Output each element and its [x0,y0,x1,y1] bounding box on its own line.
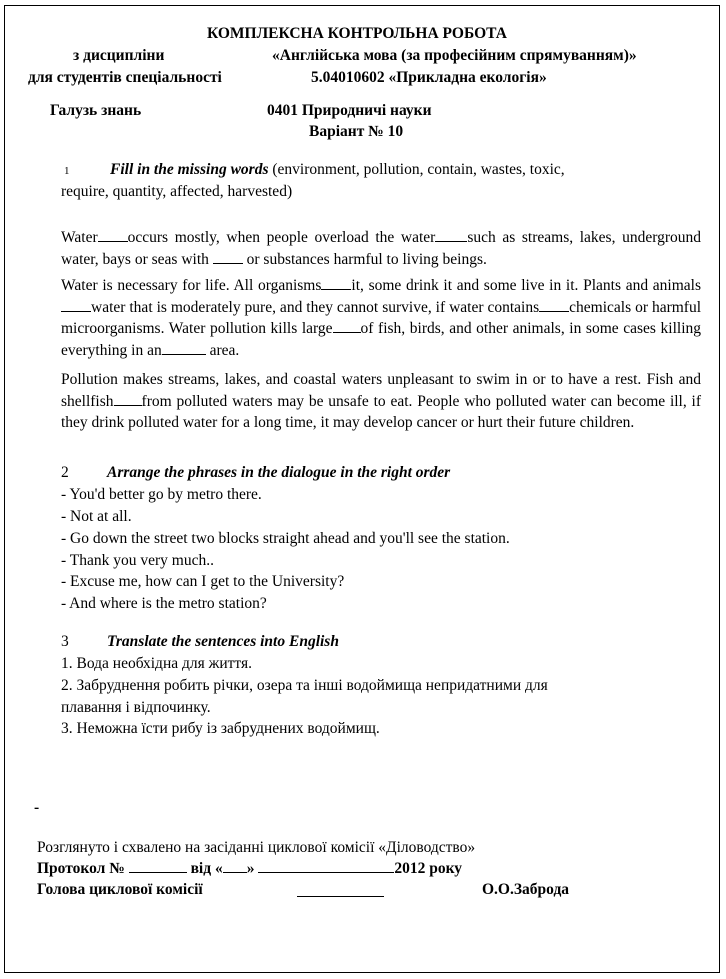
protocol-day-blank [223,858,247,873]
signature-blank [297,882,384,897]
p2-text: fish, birds, and other animals, in some cases killing everything in an [61,320,702,359]
p2-text: Water is necessary for life. All organisms [61,277,322,294]
task1-paragraph-3 [61,369,701,434]
students-label: для студентів спеціальності [28,69,222,86]
protocol-line [37,858,462,879]
p2-text: area. [205,341,240,359]
field-value: 0401 Природничі науки [267,102,432,119]
discipline-label: з дисципліни [73,47,165,64]
students-value: 5.04010602 «Прикладна екологія» [311,69,547,86]
p1-text: such as streams, lakes, [467,229,616,246]
task1-heading [61,159,565,182]
translate-sentence: плавання і відпочинку. [61,699,211,716]
answer-blank [114,391,142,406]
translate-sentence: 1. Вода необхідна для життя. [61,655,252,672]
translate-sentence: 2. Забруднення робить річки, озера та інші водоймища непридатними для [61,677,548,694]
task2-heading [61,462,450,483]
task3-heading [61,631,339,652]
task1-number: 1 [64,165,70,177]
variant-label: Варіант № 10 [309,123,404,140]
head-label: Голова циклової комісії [37,881,203,898]
p3-text: develop cancer or hurt their future children. [363,414,635,431]
discipline-value: «Англійська мова (за професійним спрямуванням)» [272,47,637,64]
dialogue-line: - Go down the street two blocks straight ahead and you'll see the station. [61,530,510,547]
field-label: Галузь знань [50,102,142,119]
answer-blank [61,297,91,312]
p2-text: of [360,320,374,337]
dialogue-line: - And where is the metro station? [61,595,267,612]
task1-words-line1: (environment, pollution, contain, wastes, toxic, [268,161,565,178]
task2-number: 2 [61,464,69,481]
task1-words-line2: require, quantity, affected, harvested) [61,183,293,200]
p3-text: from polluted waters may be unsafe to eat. People who [141,392,491,410]
task1-paragraph-1 [61,227,701,270]
p2-text: water that is moderately pure, and they cannot survive, if water [91,298,484,316]
task3-title: Translate the sentences into English [107,633,339,650]
head-name: О.О.Заброда [482,881,570,898]
stray-dash: - [34,799,40,816]
answer-blank [162,340,206,355]
answer-blank [539,297,569,312]
protocol-close: » [246,860,255,877]
answer-blank [213,249,243,264]
p3-text: rest. Fish and shellfish [61,371,701,410]
p1-text: or substances harmful to living beings. [242,250,487,268]
task3-number: 3 [61,633,69,650]
task1-paragraph-2 [61,275,701,361]
page-title: КОМПЛЕКСНА КОНТРОЛЬНА РОБОТА [207,25,507,42]
task2-title: Arrange the phrases in the dialogue in the right order [107,464,451,481]
dialogue-line: - Not at all. [61,508,132,525]
dialogue-line: - You'd better go by metro there. [61,486,262,503]
answer-blank [98,227,128,242]
dialogue-line: - Excuse me, how can I get to the University? [61,573,345,590]
answer-blank [435,227,467,242]
approval-note: Розглянуто і схвалено на засіданні циклової комісії «Діловодство» [37,839,476,856]
task1-title: Fill in the missing words [110,161,269,178]
dialogue-line: - Thank you very much.. [61,552,214,569]
p2-text: chemicals or harmful microorganisms. Water pollution kills large [61,298,702,337]
p2-text: contains [487,298,540,316]
answer-blank [333,318,361,333]
p2-text: it, some drink it and some live in it. [351,277,579,294]
p1-text: occurs mostly, when people overload the water [127,229,436,246]
p1-text: Water [61,229,98,246]
p3-text: Pollution makes streams, lakes, and coastal waters unpleasant to swim in or to have a [61,371,610,388]
protocol-number-blank [129,858,187,873]
protocol-from: від « [186,860,223,877]
p3-text: polluted water can become ill, if they drink polluted water for a long time, it may [61,392,702,431]
protocol-month-blank [258,858,394,873]
protocol-label: Протокол № [37,860,125,877]
p1-text: underground water, bays or seas with [61,229,702,268]
p2-text: Plants and animals [583,277,701,294]
translate-sentence: 3. Неможна їсти рибу із забруднених водоймищ. [61,720,380,737]
protocol-year: 2012 року [394,860,463,877]
answer-blank [321,275,351,290]
